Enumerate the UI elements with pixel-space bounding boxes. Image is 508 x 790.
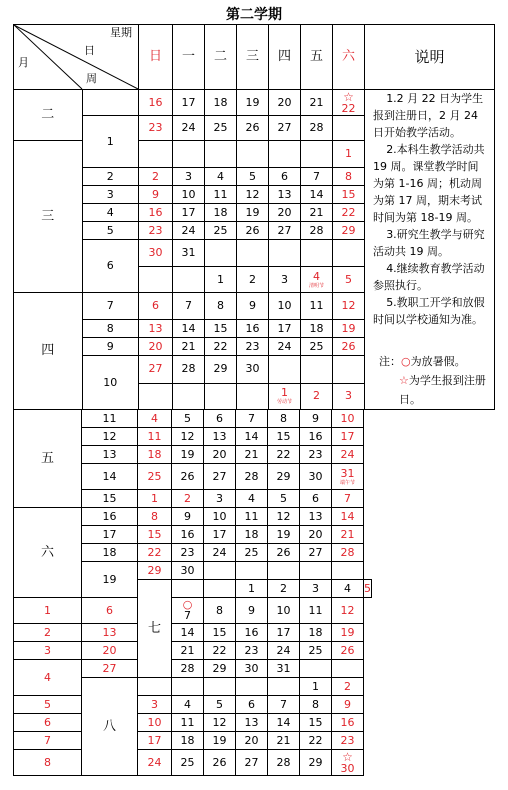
date-cell: 21 [268,732,300,750]
legend-star-text: 为学生报到注册日。 [399,374,486,406]
date-cell: 24 [268,642,300,660]
table-row [14,732,372,750]
date-cell: 28 [172,660,204,678]
week-cell: 2 [14,624,82,642]
date-cell: 3 [138,696,172,714]
date-cell: 7 [268,696,300,714]
month-cell-mar: 三 [14,141,83,293]
date-cell: 18 [172,732,204,750]
week-cell: 10 [82,356,138,410]
corner-zhou-label: 周 [86,72,97,85]
table-row [14,624,372,642]
date-cell: 3 [204,490,236,508]
date-cell [172,580,204,598]
circle-icon: ○ [182,598,193,611]
date-cell: 3 [300,580,332,598]
date-cell: 29 [268,464,300,490]
legend-circle-text: 为放暑假。 [410,355,466,368]
date-cell: 11 [300,598,332,624]
date-cell: 19 [237,90,269,116]
date-cell: 23 [236,642,268,660]
date-cell: 18 [205,90,237,116]
date-cell: ☆ 30 [332,750,364,776]
date-cell: 14 [332,508,364,526]
date-cell: 22 [138,544,172,562]
date-cell: 20 [236,732,268,750]
note-1: 1.2 月 22 日为学生报到注册日，2 月 24 日开始教学活动。 [373,92,484,139]
table-row [14,696,372,714]
date-cell: 24 [138,750,172,776]
date-cell: 2 [172,490,204,508]
date-cell: 20 [269,90,301,116]
table-row [14,642,372,660]
date-cell: 12 [268,508,300,526]
date-cell: 18 [236,526,268,544]
date-cell: 20 [204,446,236,464]
date-cell: 28 [236,464,268,490]
date-cell: 11 [172,714,204,732]
table-row: 三 1 [14,141,495,168]
holiday-label: 劳动节 [276,399,292,405]
date-cell: 24 [204,544,236,562]
date-cell: 29 [204,660,236,678]
week-cell: 13 [82,446,138,464]
date-cell: 25 [300,642,332,660]
date-cell: 14 [236,428,268,446]
table-row [14,508,372,526]
star-icon: ☆ [399,374,409,387]
month-cell-jun: 六 [14,508,82,598]
date-cell: 12 [204,714,236,732]
date-cell: 23 [332,732,364,750]
table-row [14,750,372,776]
month-cell-apr: 四 [14,293,83,410]
date-cell-qingming: 4 清明节 [301,267,333,293]
week-cell: 19 [82,562,138,598]
date-cell: 25 [138,464,172,490]
date-cell [268,678,300,696]
table-row: 8 13 14 15 16 17 18 19 [14,320,495,338]
week-cell: 14 [82,464,138,490]
date-cell: 21 [301,90,333,116]
date-cell: 5 [364,580,372,598]
date-cell: 25 [172,750,204,776]
date-cell: 8 [138,508,172,526]
date-cell: 7 [332,490,364,508]
date-cell: 2 [268,580,300,598]
date-cell [236,562,268,580]
date-cell: 25 [236,544,268,562]
table-row [14,90,495,116]
week-cell: 3 [82,186,138,204]
date-cell: 22 [204,642,236,660]
date-cell: 16 [172,526,204,544]
date-cell [268,562,300,580]
table-row [14,410,372,428]
week-cell: 7 [14,732,82,750]
date-cell: 10 [332,410,364,428]
week-cell: 5 [14,696,82,714]
table-row: 4 16 17 18 19 20 21 22 [14,204,495,222]
table-row [14,660,372,678]
date-cell: 9 [300,410,332,428]
date-cell: 19 [172,446,204,464]
legend [373,352,488,409]
date-cell: ○ 7 [172,598,204,624]
week-cell: 8 [82,320,138,338]
date-cell: 18 [300,624,332,642]
date-cell: 5 [172,410,204,428]
date-cell: 21 [172,642,204,660]
table-row: 1 2 3 4 清明节 5 [14,267,495,293]
day-header-tue: 二 [205,25,237,90]
note-3: 3.研究生教学与研究活动共 19 周。 [373,228,485,258]
date-cell: 31 [268,660,300,678]
date-cell: 28 [268,750,300,776]
month-cell-jul: 七 [138,580,172,678]
date-cell: 21 [332,526,364,544]
week-cell: 1 [82,116,138,168]
date-cell: 21 [236,446,268,464]
week-cell: 1 [14,598,82,624]
date-cell [236,678,268,696]
date-cell: 13 [204,428,236,446]
corner-day-label: 日 [84,44,95,57]
date-cell [300,562,332,580]
holiday-label: 清明节 [308,282,324,289]
week-cell: 6 [14,714,82,732]
date-cell: 7 [236,410,268,428]
table-row: 10 27 28 29 30 [14,356,495,383]
date-cell: 27 [82,660,138,678]
date-cell: 4 [172,696,204,714]
week-cell: 2 [82,168,138,186]
day-header-sun: 日 [139,25,173,90]
date-cell: 20 [82,642,138,660]
explain-header: 说明 [365,25,495,90]
date-cell [300,660,332,678]
notes-cell [365,90,495,410]
date-cell: 9 [332,696,364,714]
date-cell: 30 [236,660,268,678]
circle-icon: ○ [401,355,411,368]
date-cell [204,562,236,580]
week-cell: 16 [82,508,138,526]
date-cell: 16 [300,428,332,446]
date-cell: 1 [138,490,172,508]
date-cell: 16 [236,624,268,642]
date-cell: 10 [204,508,236,526]
day-header-fri: 五 [301,25,333,90]
date-cell: 6 [300,490,332,508]
week-cell [82,90,138,116]
date-cell: 30 [300,464,332,490]
week-cell: 4 [82,204,138,222]
date-cell: 15 [204,624,236,642]
week-cell: 7 [82,293,138,320]
date-cell [332,562,364,580]
date-cell: 13 [300,508,332,526]
date-cell: 5 [204,696,236,714]
date-cell: 17 [268,624,300,642]
month-cell-aug: 八 [82,678,138,776]
date-cell: 13 [236,714,268,732]
star-icon: ☆ [342,749,353,764]
date-cell: 10 [138,714,172,732]
date-cell: 5 [268,490,300,508]
week-cell: 17 [82,526,138,544]
table-row: 1 23 24 25 26 27 28 [14,116,495,141]
date-cell: 19 [204,732,236,750]
corner-month-label: 月 [18,56,29,69]
date-cell: 22 [300,732,332,750]
date-cell: 4 [236,490,268,508]
date-cell: 11 [236,508,268,526]
table-row: 四 7 6 7 8 9 10 11 12 [14,293,495,320]
holiday-label: 端午节 [339,479,355,486]
date-cell: 2 [332,678,364,696]
date-cell: 10 [268,598,300,624]
table-row: 3 9 10 11 12 13 14 15 [14,186,495,204]
date-cell: 19 [268,526,300,544]
date-cell: 15 [300,714,332,732]
corner-cell [14,25,139,90]
date-cell [204,678,236,696]
date-cell: 17 [204,526,236,544]
date-cell [138,678,172,696]
table-row: 5 23 24 25 26 27 28 29 [14,222,495,240]
date-cell: 29 [138,562,172,580]
date-cell-registration: ☆ 22 [333,90,365,116]
date-cell: 16 [332,714,364,732]
day-header-sat: 六 [333,25,365,90]
star-icon: ☆ [343,89,354,104]
date-cell: 12 [332,598,364,624]
corner-week-label: 星期 [110,26,132,39]
date-cell: 22 [268,446,300,464]
calendar-table [13,24,495,410]
date-cell: 15 [138,526,172,544]
date-cell: 30 [172,562,204,580]
date-cell: 9 [172,508,204,526]
page-title: 第二学期 [226,7,282,23]
date-cell [204,580,236,598]
date-cell: 1 [300,678,332,696]
date-cell: 26 [268,544,300,562]
date-cell: 17 [332,428,364,446]
table-row: 6 30 31 [14,240,495,267]
date-cell: 4 [138,410,172,428]
date-cell: 8 [204,598,236,624]
date-cell [332,660,364,678]
week-cell: 11 [82,410,138,428]
week-cell: 15 [82,490,138,508]
date-cell: 8 [268,410,300,428]
week-cell: 5 [82,222,138,240]
table-row: 9 20 21 22 23 24 25 26 [14,338,495,356]
date-cell: 17 [173,90,205,116]
date-cell: 6 [82,598,138,624]
date-cell: 20 [300,526,332,544]
date-cell: 8 [300,696,332,714]
date-cell: 1 [236,580,268,598]
week-cell: 3 [14,642,82,660]
date-cell: 14 [268,714,300,732]
header-row [14,25,495,90]
date-cell [172,678,204,696]
date-cell: 29 [300,750,332,776]
date-cell: 27 [204,464,236,490]
date-cell: 13 [82,624,138,642]
date-cell-labor: 1 劳动节 [269,383,301,409]
date-cell: 6 [204,410,236,428]
date-cell: 28 [332,544,364,562]
date-cell: 12 [172,428,204,446]
week-cell: 6 [82,240,138,293]
note-4: 4.继续教育教学活动参照执行。 [373,262,485,292]
month-cell-may: 五 [14,410,82,508]
table-row: 2 2 3 4 5 6 7 8 [14,168,495,186]
date-cell: 11 [138,428,172,446]
week-cell: 4 [14,660,82,696]
date-cell: 15 [268,428,300,446]
date-cell: 27 [236,750,268,776]
date-cell: 26 [172,464,204,490]
date-cell: 18 [138,446,172,464]
week-cell: 8 [14,750,82,776]
date-cell: 4 [332,580,364,598]
week-cell: 9 [82,338,138,356]
date-cell: 16 [139,90,173,116]
table-row [14,598,372,624]
day-header-wed: 三 [237,25,269,90]
note-2: 2.本科生教学活动共 19 周。课堂教学时间为第 1-16 周；机动周为第 17 周，期末考试时间为第 18-19 周。 [373,143,485,224]
date-cell: 27 [300,544,332,562]
date-cell: 19 [332,624,364,642]
month-cell-feb: 二 [14,90,83,141]
table-row [14,714,372,732]
date-cell: 26 [204,750,236,776]
note-5: 5.教职工开学和放假时间以学校通知为准。 [373,296,485,326]
day-header-mon: 一 [173,25,205,90]
date-cell: 23 [300,446,332,464]
day-header-thu: 四 [269,25,301,90]
date-cell: 23 [172,544,204,562]
date-cell: 6 [236,696,268,714]
date-cell: 9 [236,598,268,624]
calendar-table-lower [13,409,372,776]
date-cell: 26 [332,642,364,660]
date-cell: 31 端午节 [332,464,364,490]
date-cell: 17 [138,732,172,750]
date-cell: 14 [172,624,204,642]
week-cell: 18 [82,544,138,562]
week-cell: 12 [82,428,138,446]
date-cell: 24 [332,446,364,464]
table-row: 1 劳动节 2 3 [14,383,495,409]
legend-prefix: 注： [379,355,401,368]
